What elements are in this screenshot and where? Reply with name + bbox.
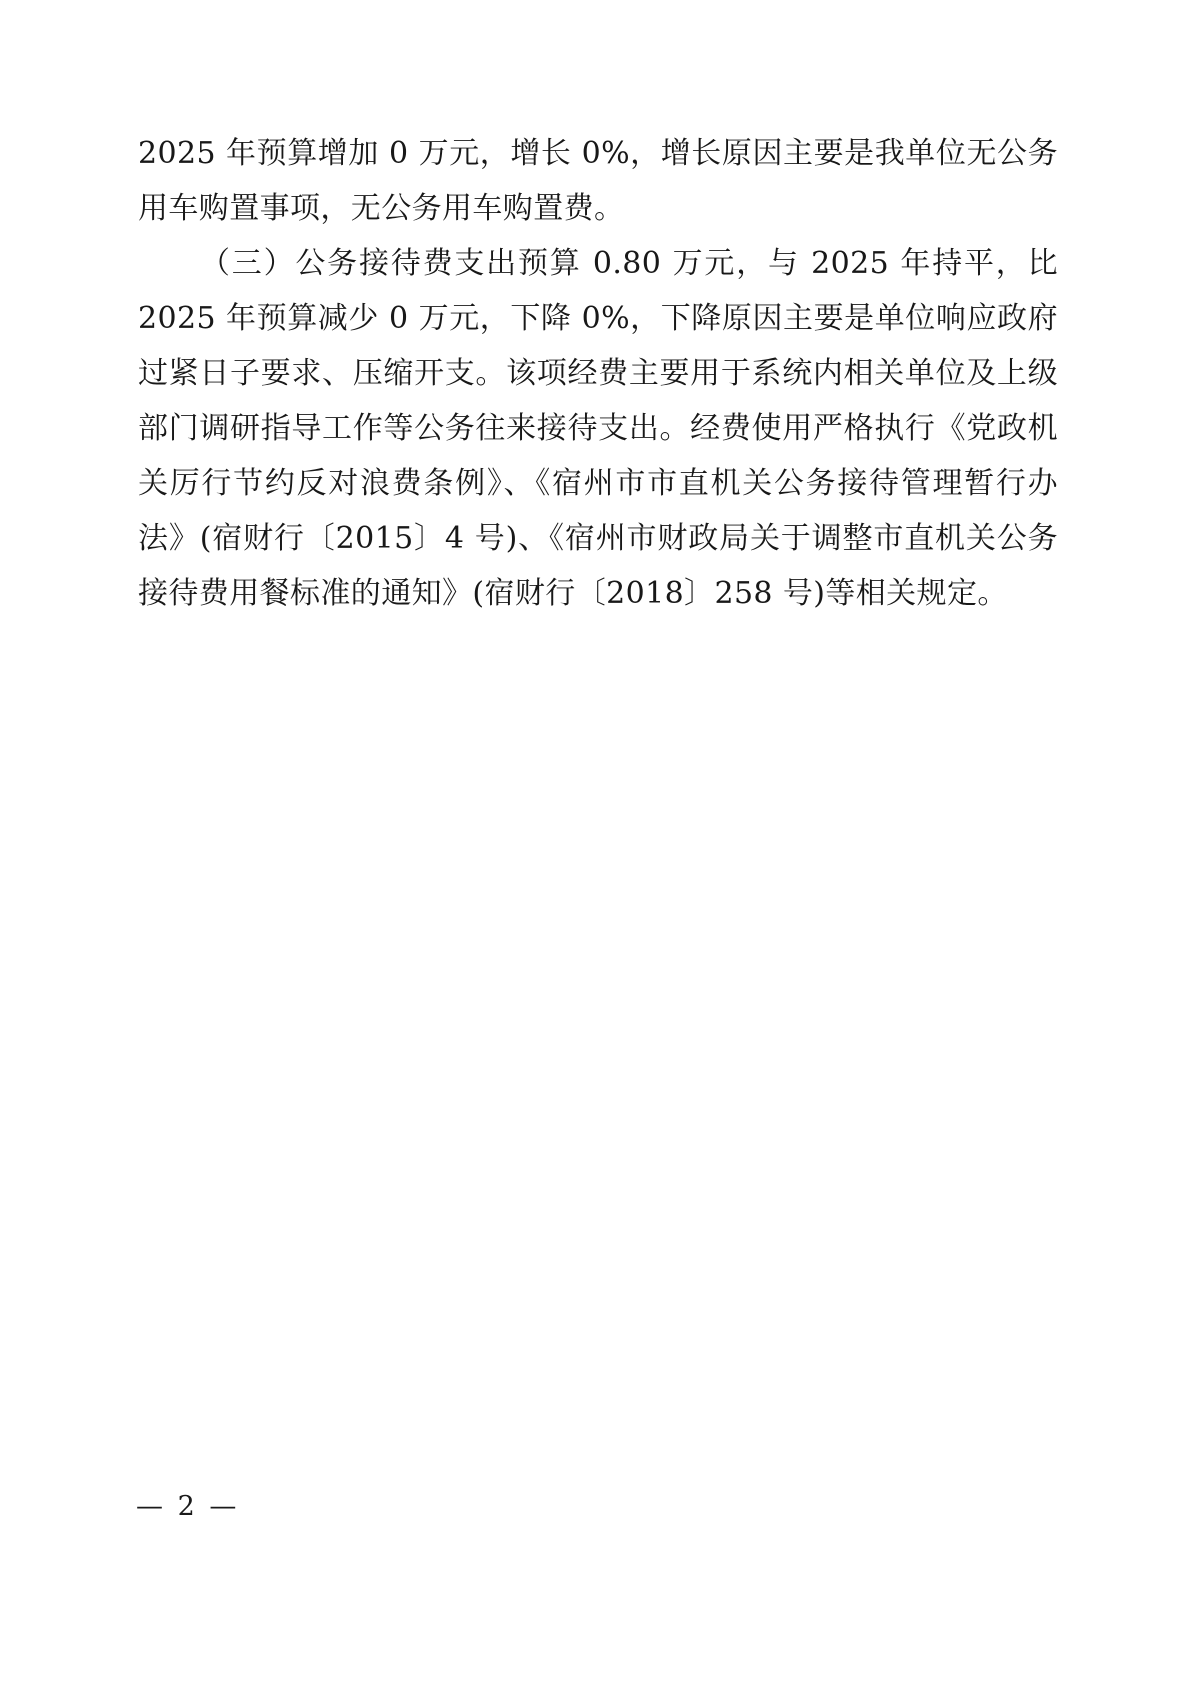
- page-number: — 2 —: [136, 1491, 240, 1522]
- document-body: [138, 126, 1058, 621]
- paragraph-vehicle-purchase: 2025 年预算增加 0 万元，增长 0%，增长原因主要是我单位无公务用车购置事项，无公务用车购置费。: [138, 136, 1058, 226]
- page-footer: [0, 1490, 1190, 1524]
- paragraph-hospitality-expense: （三）公务接待费支出预算 0.80 万元，与 2025 年持平，比 2025 年预算减少 0 万元，下降 0%，下降原因主要是单位响应政府过紧日子要求、压缩开支。该项经费主要用于系统内相关单位及上级部门调研指导工作等公务往来接待支出。经费使用严格执行《党政机关厉行节约反对浪费条例》、《宿州市市直机关公务接待管理暂行办法》(宿财行〔2015〕4 号)、《宿州市财政局关于调整市直机关公务接待费用餐标准的通知》(宿财行〔2018〕258 号)等相关规定。: [138, 246, 1058, 611]
